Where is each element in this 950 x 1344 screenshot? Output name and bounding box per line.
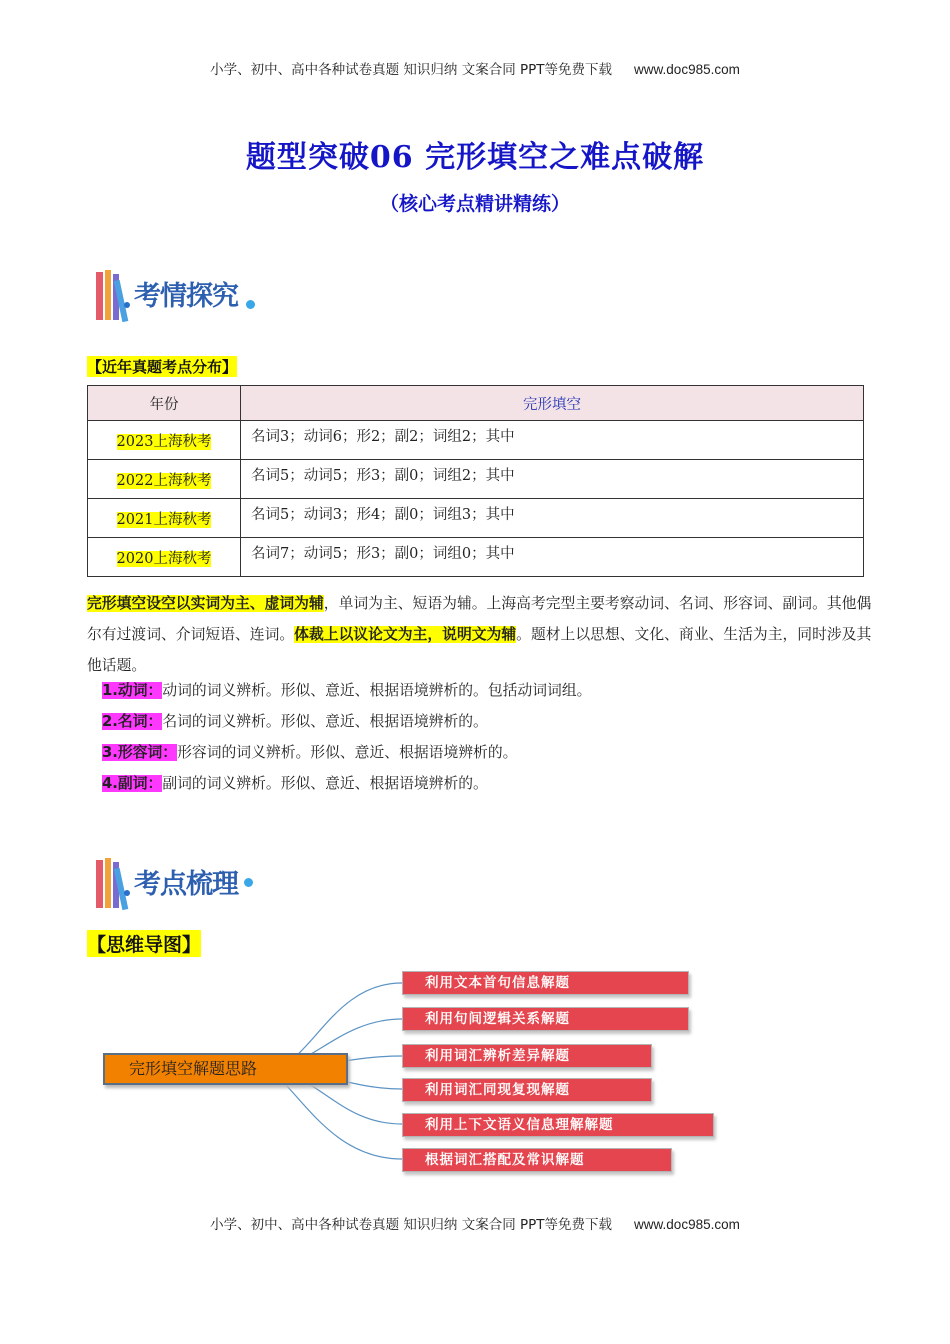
column-header-cloze: 完形填空: [241, 386, 864, 421]
detail-cell: 名词3；动词6；形2；副2；词组2；其中: [241, 421, 864, 460]
highlight-text: 体裁上以议论文为主，说明文为辅: [294, 626, 517, 643]
mindmap-node: 利用句间逻辑关系解题: [402, 1007, 689, 1031]
item-text: 副词的词义辨析。形似、意近、根据语境辨析的。: [162, 775, 488, 792]
page-subtitle: （核心考点精讲精练）: [379, 193, 570, 215]
mindmap-root-label: 完形填空解题思路: [129, 1059, 258, 1078]
mindmap-node: 利用词汇辨析差异解题: [402, 1044, 652, 1068]
mindmap-root: [103, 1053, 348, 1085]
item-tag: 1.动词：: [102, 682, 163, 699]
mindmap-node: 根据词汇搭配及常识解题: [402, 1148, 672, 1172]
paragraph-text: ，单词为主、短语为辅。上海高考完型主要考察动词、名词、形容词、副词。其他偶尔有过渡词、介词短语、连词。: [87, 595, 872, 643]
mindmap-node: 利用词汇同现复现解题: [402, 1078, 652, 1102]
item-text: 动词的词义辨析。形似、意近、根据语境辨析的。包括动词词组。: [162, 682, 592, 699]
highlight-text: 完形填空设空以实词为主、虚词为辅: [87, 595, 324, 612]
detail-cell: 名词5；动词5；形3；副0；词组2；其中: [241, 460, 864, 499]
paragraph-text: 。题材上以思想、文化、商业、生活为主，同时涉及其他话题。: [87, 626, 872, 674]
page-footer: [0, 1213, 950, 1233]
item-tag: 2.名词：: [102, 713, 163, 730]
detail-cell: 名词5；动词3；形4；副0；词组3；其中: [241, 499, 864, 538]
item-text: 形容词的词义辨析。形似、意近、根据语境辨析的。: [177, 744, 518, 761]
item-tag: 4.副词：: [102, 775, 163, 792]
item-tag: 3.形容词：: [102, 744, 178, 761]
section-label-distribution: 【近年真题考点分布】: [87, 358, 238, 376]
footer-text: 小学、初中、高中各种试卷真题 知识归纳 文案合同 PPT等免费下载: [210, 1217, 613, 1233]
year-cell: 2020上海秋考: [116, 550, 212, 567]
year-cell: 2023上海秋考: [116, 433, 212, 450]
section-label-mindmap: 【思维导图】: [87, 930, 201, 957]
detail-cell: 名词7；动词5；形3；副0；词组0；其中: [241, 538, 864, 577]
header-text: 小学、初中、高中各种试卷真题 知识归纳 文案合同 PPT等免费下载: [210, 62, 613, 78]
year-cell: 2021上海秋考: [116, 511, 212, 528]
footer-url[interactable]: www.doc985.com: [634, 1217, 740, 1232]
banner-title: 考点梳理: [134, 869, 238, 900]
mindmap-node: 利用上下文语义信息理解解题: [402, 1113, 714, 1137]
year-cell: 2022上海秋考: [116, 472, 212, 489]
column-header-year: 年份: [88, 386, 241, 421]
item-text: 名词的词义辨析。形似、意近、根据语境辨析的。: [162, 713, 488, 730]
mindmap-node: 利用文本首句信息解题: [402, 971, 689, 995]
page-title: 题型突破06 完形填空之难点破解: [245, 140, 705, 175]
header-url[interactable]: www.doc985.com: [634, 62, 740, 77]
banner-title: 考情探究: [134, 281, 238, 312]
